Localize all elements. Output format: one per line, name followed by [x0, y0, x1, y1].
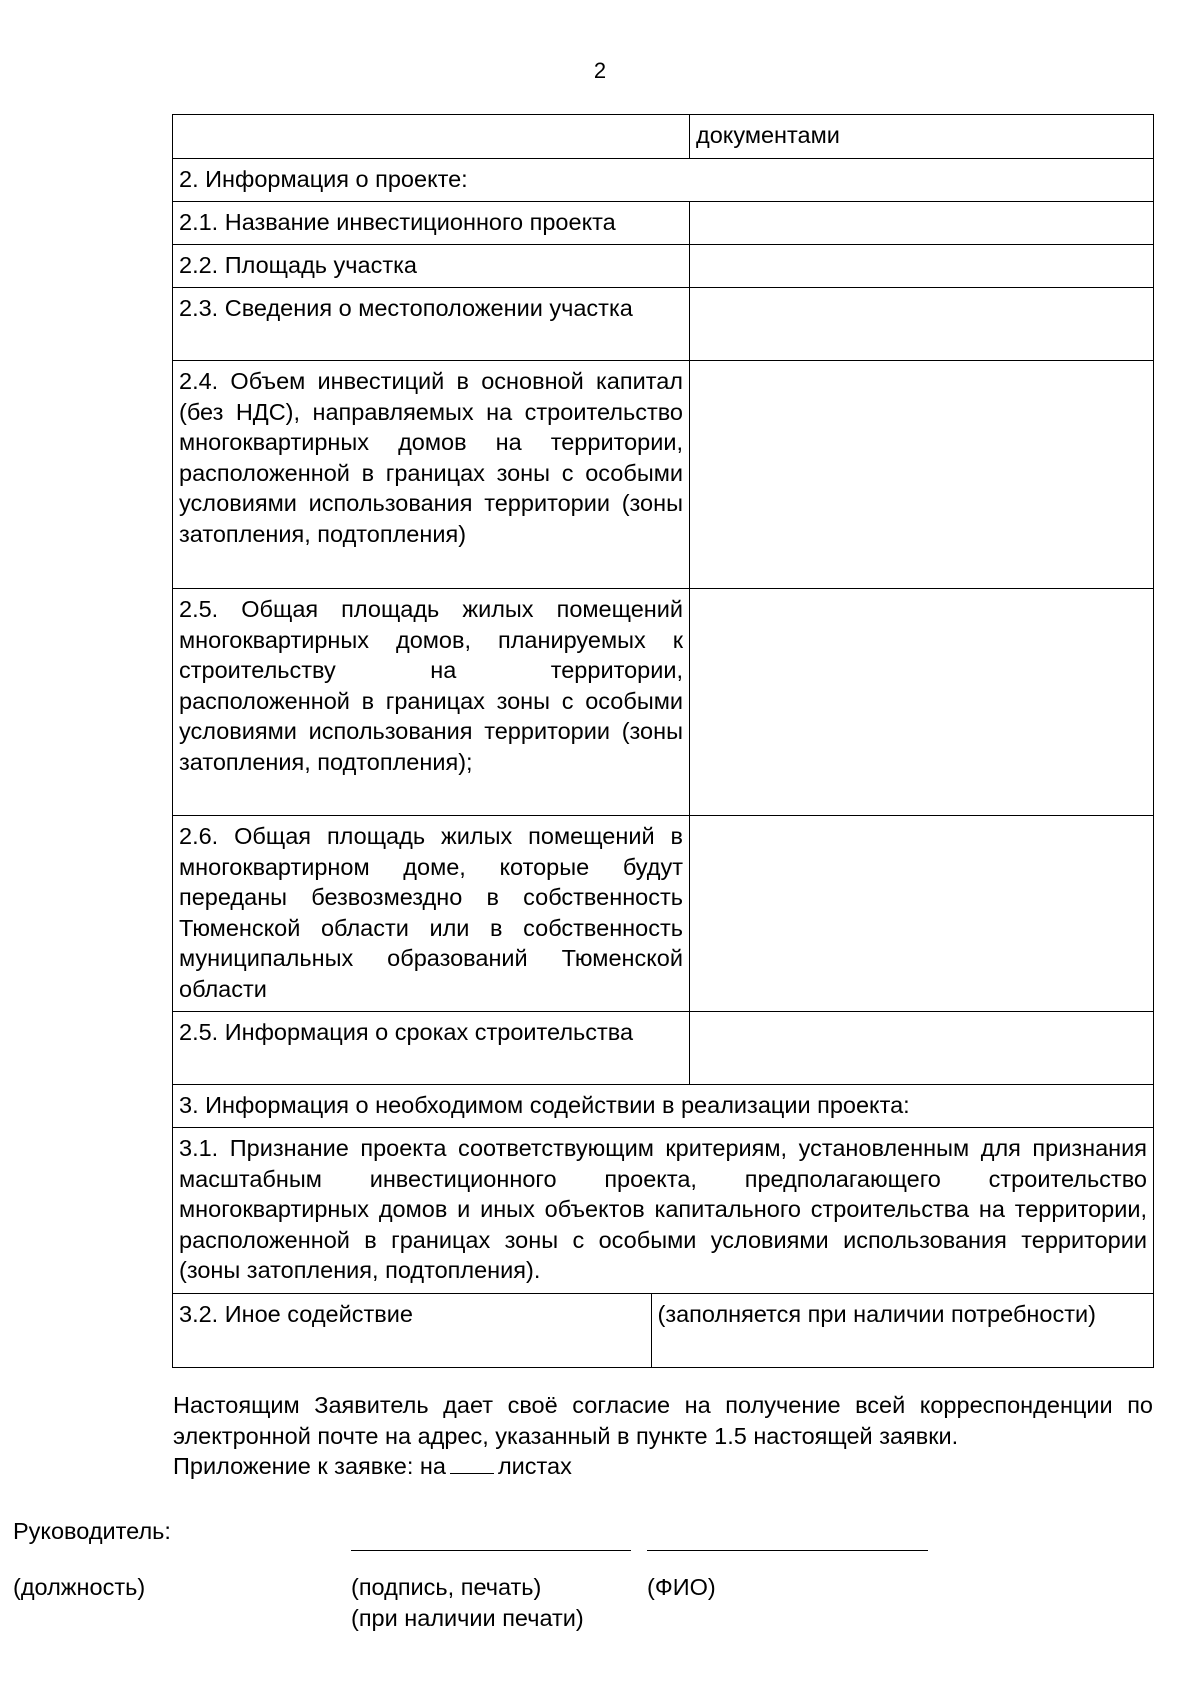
table-row — [173, 202, 1154, 245]
signature-caption-2: (при наличии печати) — [351, 1604, 584, 1631]
table-cell-empty — [173, 115, 690, 159]
field-label-criteria-recognition: 3.1. Признание проекта соответствующим критериям, установленным для признания масштабным инвестиционного проекта, предполагающего строительство многоквартирных домов и иных объектов капитального строительства на территории, расположенной в границах зоны с особыми условиями использования территории (зоны затопления, подтопления). — [173, 1128, 1154, 1294]
signature-line[interactable] — [351, 1550, 631, 1551]
field-label-project-name: 2.1. Название инвестиционного проекта — [173, 202, 690, 245]
field-label-other-assistance: 3.2. Иное содействие — [173, 1294, 651, 1367]
head-label: Руководитель: — [13, 1518, 171, 1544]
section-header-row — [173, 1085, 1154, 1128]
field-value-living-area-transferred[interactable] — [690, 816, 1154, 1012]
field-value-project-name[interactable] — [690, 202, 1154, 245]
field-value-plot-area[interactable] — [690, 245, 1154, 288]
table-row — [173, 1128, 1154, 1294]
attachment-suffix: листах — [497, 1453, 572, 1479]
field-value-plot-location[interactable] — [690, 288, 1154, 361]
signature-caption-1: (подпись, печать) — [351, 1574, 542, 1600]
field-label-construction-terms: 2.5. Информация о сроках строительства — [173, 1012, 690, 1085]
field-label-plot-location: 2.3. Сведения о местоположении участка — [173, 288, 690, 361]
consent-paragraph: Настоящим Заявитель дает своё согласие на получение всей корреспонденции по электронной почте на адрес, указанный в пункте 1.5 настоящей заявки. — [173, 1392, 1153, 1449]
table-cell: документами — [690, 115, 1154, 159]
table-row — [173, 589, 1154, 816]
closing-section — [173, 1390, 1153, 1482]
other-assistance-cell — [173, 1294, 1154, 1368]
table-row — [173, 361, 1154, 589]
table-row — [173, 816, 1154, 1012]
position-caption: (должность) — [13, 1574, 146, 1600]
attachment-line — [173, 1451, 1153, 1482]
table-row — [173, 288, 1154, 361]
attachment-prefix: Приложение к заявке: на — [173, 1453, 446, 1479]
attachment-sheets-blank[interactable] — [450, 1453, 494, 1474]
table-row — [173, 245, 1154, 288]
table-row — [173, 1294, 1154, 1368]
field-label-plot-area: 2.2. Площадь участка — [173, 245, 690, 288]
application-form-table — [172, 114, 1154, 1368]
field-value-living-area-planned[interactable] — [690, 589, 1154, 816]
section-header-row — [173, 159, 1154, 202]
section-2-header: 2. Информация о проекте: — [173, 159, 1154, 202]
fio-line[interactable] — [647, 1550, 928, 1551]
fio-caption: (ФИО) — [647, 1574, 716, 1600]
section-3-header: 3. Информация о необходимом содействии в реализации проекта: — [173, 1085, 1154, 1128]
field-label-living-area-transferred: 2.6. Общая площадь жилых помещений в многоквартирном доме, которые будут переданы безвозмездно в собственность Тюменской области или в собственность муниципальных образований Тюменской области — [173, 816, 690, 1012]
field-label-investment-volume: 2.4. Объем инвестиций в основной капитал (без НДС), направляемых на строительство многоквартирных домов на территории, расположенной в границах зоны с особыми условиями использования территории (зоны затопления, подтопления) — [173, 361, 690, 589]
signature-caption — [351, 1572, 584, 1633]
other-assistance-row — [173, 1294, 1154, 1367]
field-value-other-assistance[interactable]: (заполняется при наличии потребности) — [657, 1301, 1096, 1327]
table-row — [173, 1012, 1154, 1085]
field-value-construction-terms[interactable] — [690, 1012, 1154, 1085]
page-number: 2 — [593, 58, 607, 83]
table-row — [173, 115, 1154, 159]
field-label-living-area-planned: 2.5. Общая площадь жилых помещений многоквартирных домов, планируемых к строительству на территории, расположенной в границах зоны с особыми условиями использования территории (зоны затопления, подтопления); — [173, 589, 690, 816]
field-value-investment-volume[interactable] — [690, 361, 1154, 589]
